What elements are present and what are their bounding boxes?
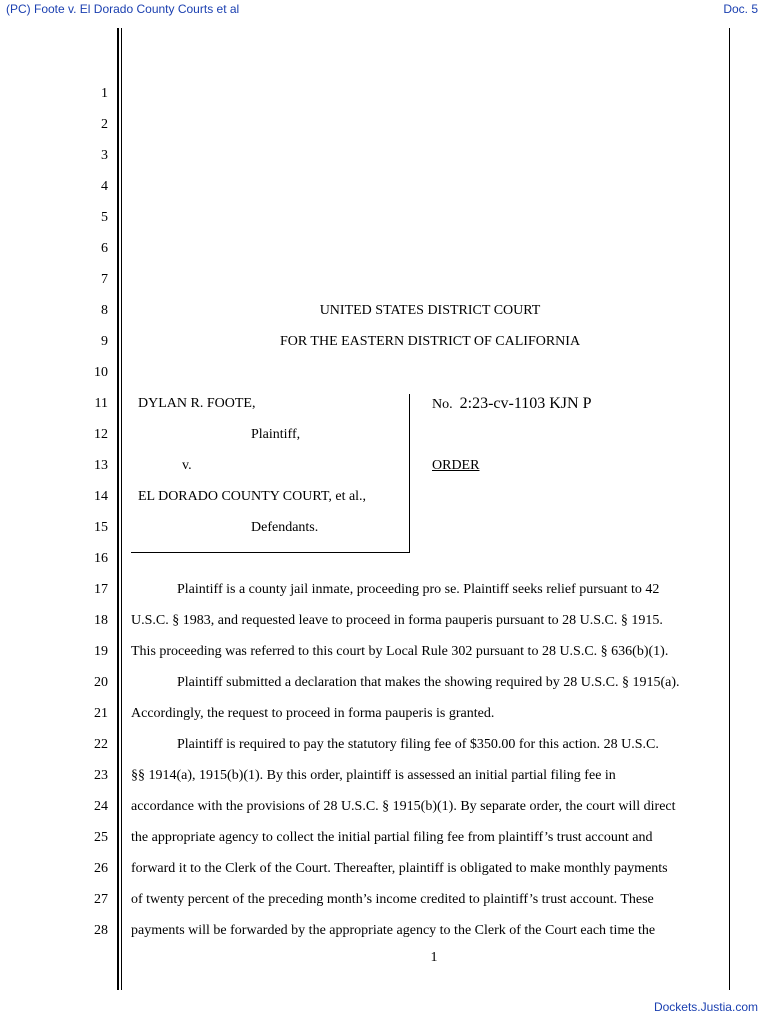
defendant-role: Defendants.	[251, 520, 319, 535]
line-number: 21	[94, 706, 108, 721]
versus: v.	[182, 458, 192, 473]
body-line: payments will be forwarded by the appropriate agency to the Clerk of the Court each time the	[131, 923, 656, 938]
line-number: 22	[94, 737, 108, 752]
body-line: the appropriate agency to collect the initial partial filing fee from plaintiff’s trust account and	[131, 830, 653, 845]
line-number: 27	[94, 892, 108, 907]
doc-number-link[interactable]: Doc. 5	[723, 2, 758, 16]
line-number: 6	[101, 241, 108, 256]
left-margin-rule-2	[121, 28, 122, 990]
line-number: 12	[94, 427, 108, 442]
right-margin-rule	[729, 28, 730, 990]
line-number: 18	[94, 613, 108, 628]
case-number-value: 2:23-cv-1103 KJN P	[459, 395, 592, 412]
line-number: 26	[94, 861, 108, 876]
line-number: 15	[94, 520, 108, 535]
line-number: 17	[94, 582, 108, 597]
page-number: 1	[430, 950, 438, 965]
line-number: 5	[101, 210, 108, 225]
body-line: of twenty percent of the preceding month’s income credited to plaintiff’s trust account. These	[131, 892, 654, 907]
body-line: accordance with the provisions of 28 U.S.C. § 1915(b)(1). By separate order, the court will direct	[131, 799, 676, 814]
case-number	[432, 396, 591, 413]
case-number-label: No.	[432, 397, 453, 412]
line-number: 1	[101, 86, 108, 101]
line-number: 28	[94, 923, 108, 938]
left-margin-rule-1	[117, 28, 119, 990]
line-number: 3	[101, 148, 108, 163]
line-number: 25	[94, 830, 108, 845]
body-line: Plaintiff submitted a declaration that makes the showing required by 28 U.S.C. § 1915(a).	[177, 675, 680, 690]
caption-divider-horizontal	[131, 552, 410, 553]
line-number: 8	[101, 303, 108, 318]
caption-divider-vertical	[409, 394, 410, 552]
line-number: 23	[94, 768, 108, 783]
body-line: This proceeding was referred to this court by Local Rule 302 pursuant to 28 U.S.C. § 636(b)(1).	[131, 644, 669, 659]
line-number: 9	[101, 334, 108, 349]
case-title-link[interactable]: (PC) Foote v. El Dorado County Courts et al	[6, 2, 240, 16]
court-district: FOR THE EASTERN DISTRICT OF CALIFORNIA	[279, 334, 581, 349]
court-name: UNITED STATES DISTRICT COURT	[319, 303, 541, 318]
line-number: 4	[101, 179, 108, 194]
body-line: forward it to the Clerk of the Court. Thereafter, plaintiff is obligated to make monthly payments	[131, 861, 668, 876]
plaintiff-role: Plaintiff,	[251, 427, 301, 442]
body-line: Plaintiff is required to pay the statutory filing fee of $350.00 for this action. 28 U.S.C.	[177, 737, 659, 752]
line-number: 16	[94, 551, 108, 566]
body-line: U.S.C. § 1983, and requested leave to proceed in forma pauperis pursuant to 28 U.S.C. § 1915.	[131, 613, 663, 628]
plaintiff-name: DYLAN R. FOOTE,	[138, 396, 256, 411]
line-number: 24	[94, 799, 108, 814]
document-title: ORDER	[432, 458, 480, 473]
justia-watermark-link[interactable]: Dockets.Justia.com	[653, 1000, 758, 1014]
body-line: §§ 1914(a), 1915(b)(1). By this order, plaintiff is assessed an initial partial filing fee in	[131, 768, 616, 783]
line-number: 10	[94, 365, 108, 380]
line-number: 11	[94, 396, 108, 411]
line-number: 14	[94, 489, 108, 504]
defendant-name: EL DORADO COUNTY COURT, et al.,	[138, 489, 367, 504]
line-number: 2	[101, 117, 108, 132]
body-line: Plaintiff is a county jail inmate, proceeding pro se. Plaintiff seeks relief pursuant to 42	[177, 582, 660, 597]
line-number: 19	[94, 644, 108, 659]
line-number: 20	[94, 675, 108, 690]
body-line: Accordingly, the request to proceed in forma pauperis is granted.	[131, 706, 495, 721]
line-number: 7	[101, 272, 108, 287]
line-number: 13	[94, 458, 108, 473]
